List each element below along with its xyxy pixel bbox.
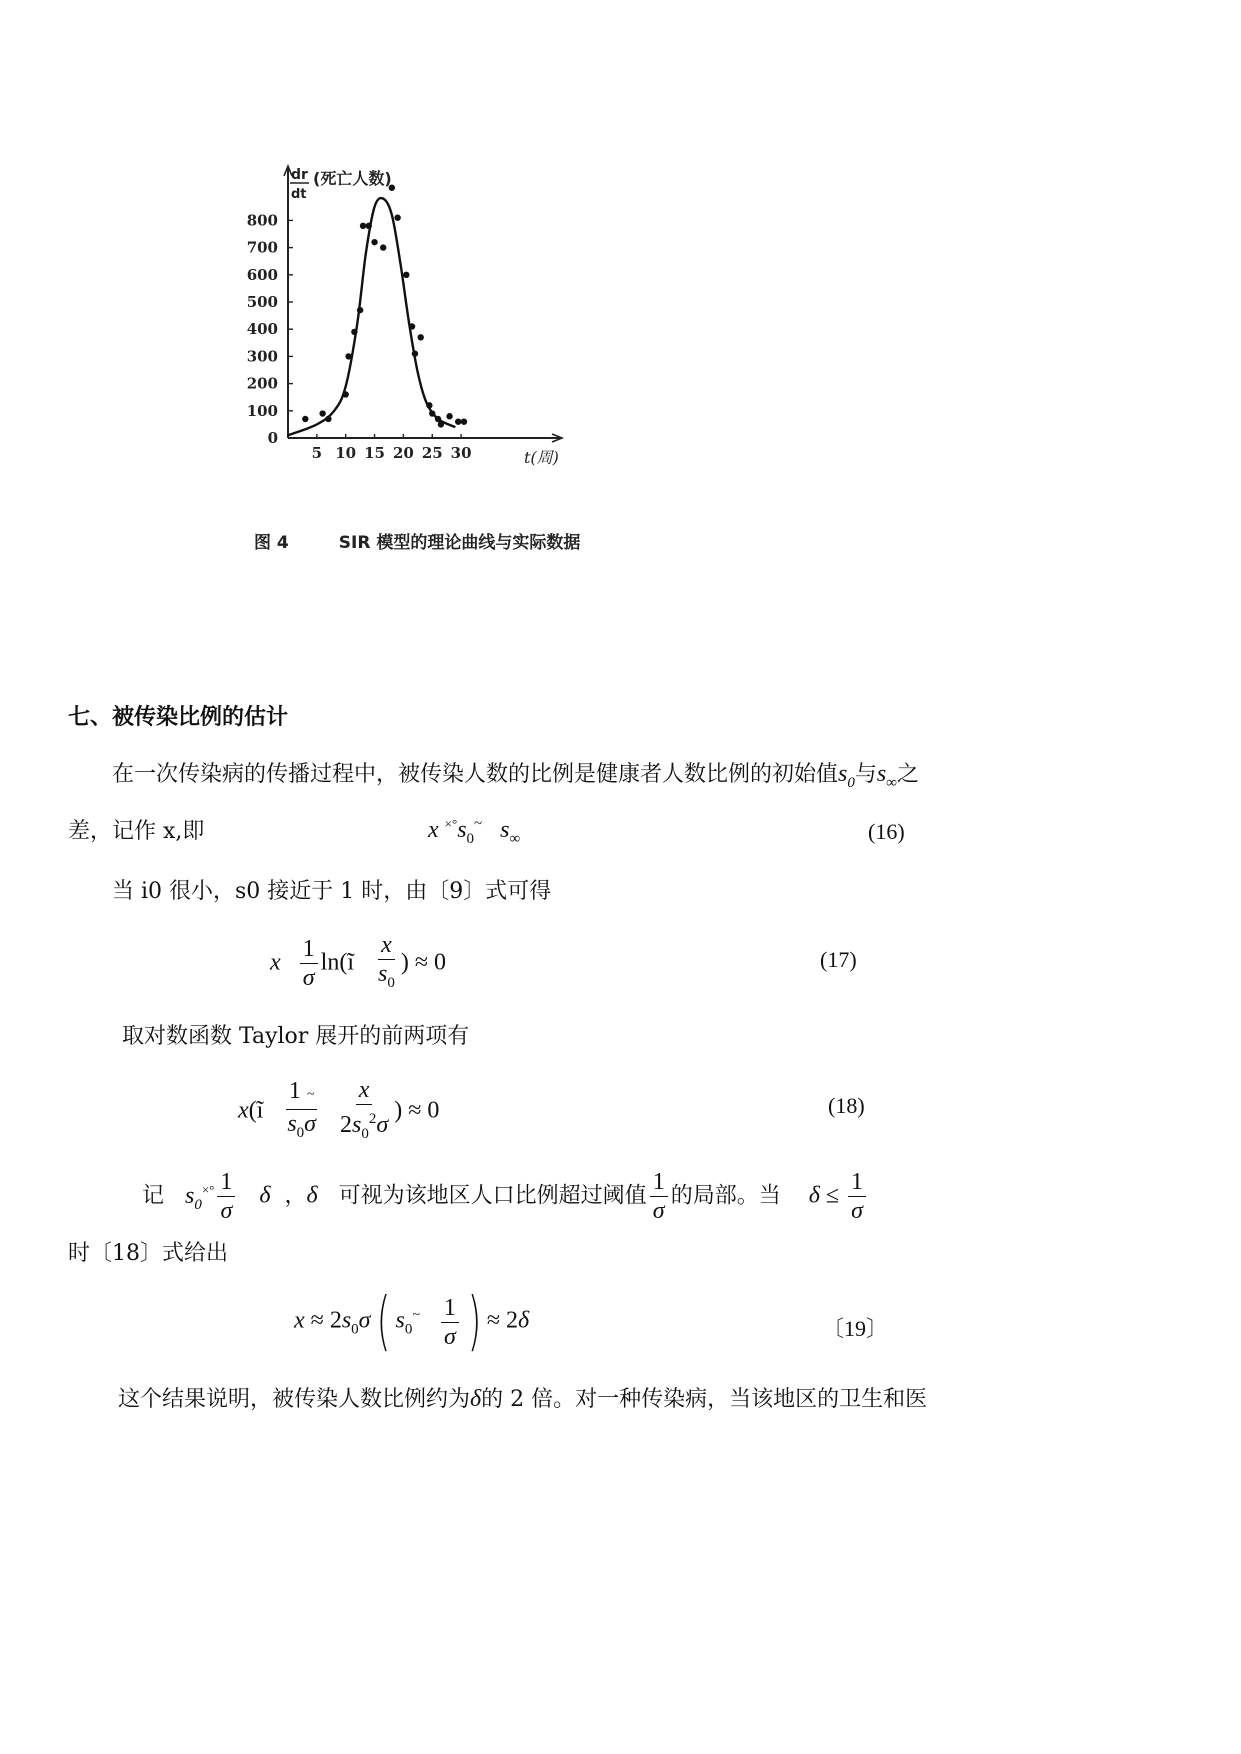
paragraph-1-text-b: 与 [854,762,877,787]
y-tick-label: 700 [246,238,278,257]
data-point [438,421,444,427]
fraction-one-over-sigma: $\frac{1}{\sigma}$ [217,1168,235,1225]
paragraph-2: 当 i0 很小，s0 接近于 1 时，由〔9〕式可得 [112,879,552,904]
equation-19-number: 〔19〕 [822,1316,889,1341]
paragraph-4-text-c: 可视为该地区人口比例超过阈值 [338,1183,647,1209]
x-tick-label: 20 [392,444,414,462]
paragraph-5-text-b: 的 2 倍。对一种传染病，当该地区的卫生和医 [481,1387,928,1412]
paragraph-1-line-1 [112,760,919,797]
data-point [371,239,377,245]
data-point [319,410,325,416]
data-points-layer [302,185,467,428]
data-point [357,307,363,313]
data-point [360,223,366,229]
paragraph-4-text-d: 的局部。当 [670,1183,781,1209]
data-point [302,416,308,422]
symbol-s0: $s_0$ [838,761,855,791]
x-tick-label: 30 [450,444,472,462]
paragraph-4-text-b: ， [284,1183,307,1209]
chart-labels-layer [290,167,559,467]
y-axis-label-text: (死亡人数) [313,169,392,188]
data-point [435,416,441,422]
equation-19: $x \approx 2s_0\sigma$( $s_0^\sim$ $\frac{1}{\sigma}$ ) ≈ 2δ [294,1285,530,1359]
x-axis-label: t(周) [524,448,559,467]
x-tick-label: 5 [311,444,323,462]
data-point [343,391,349,397]
symbol-s-infinity: $s_\infty$ [876,761,897,791]
data-point [403,272,409,278]
y-tick-label: 500 [246,293,278,311]
y-tick-label: 300 [246,347,278,366]
equation-16-number: (16) [868,819,905,844]
figure-number: 图 4 [254,533,289,553]
paragraph-1-text-c: 之 [896,762,919,787]
chart-axes [284,166,562,442]
y-tick-label: 100 [246,401,278,420]
data-point [412,350,418,356]
x-tick-label: 25 [421,444,443,462]
sir-chart [246,160,620,520]
theory-curve-layer [288,198,455,435]
data-point [446,413,452,419]
y-tick-label: 400 [246,320,278,339]
x-tick-label: 15 [364,444,385,462]
paragraph-3: 取对数函数 Taylor 展开的前两项有 [122,1024,470,1049]
paragraph-4-line-1: 记 $s_0^{\times^\circ}$ $\frac{1}{\sigma}$ δ ，δ 可视为该地区人口比例超过阈值 $\frac{1}{\sigma}$ 的局部。当 δ ≤ $\frac{1}{\sigma}$ [142,1168,869,1225]
data-point [351,329,357,335]
data-point [409,323,415,329]
y-tick-label: 600 [246,265,278,284]
figure [246,160,620,553]
data-point [394,214,400,220]
theory-curve [288,198,455,435]
y-tick-label: 800 [246,211,278,230]
figure-caption [254,528,580,553]
paragraph-4-text-a: 记 [142,1183,165,1209]
data-point [455,418,461,424]
section-heading: 七、被传染比例的估计 [68,704,289,730]
data-point [418,334,424,340]
data-point [426,402,432,408]
equation-17: x $\frac{1}{\sigma}$ ln(ĩ $\frac{x}{s_0}$ ) ≈ 0 [270,932,446,992]
paragraph-5: 这个结果说明，被传染人数比例约为δ的 2 倍。对一种传染病，当该地区的卫生和医 [118,1386,928,1412]
paragraph-5-text-a: 这个结果说明，被传染人数比例约为 [118,1387,471,1412]
equation-17-number: (17) [820,947,857,972]
figure-caption-text: SIR 模型的理论曲线与实际数据 [338,533,581,553]
symbol-s0-def: $s_0$ [185,1182,202,1213]
y-axis-label-num: dr [291,167,308,183]
equation-16: x $^{\times^\circ}s_0^\sim$ $s_\infty$ [428,816,521,847]
data-point [345,353,351,359]
data-point [429,410,435,416]
y-tick-label: 0 [267,429,278,447]
paragraph-4-line-2: 时〔18〕式给出 [68,1241,228,1266]
paragraph-1-line-2: 差，记作 x,即 [68,819,205,844]
y-axis-label-den: dt [291,187,307,202]
y-tick-label: 200 [246,374,278,393]
data-point [325,416,331,422]
paragraph-1-text-a: 在一次传染病的传播过程中，被传染人数的比例是健康者人数比例的初始值 [112,762,839,787]
equation-18: x(ĩ $\frac{1 \sim}{s_0\sigma}$ $\frac{x}{2s_0^2\sigma}$ ) ≈ 0 [238,1077,440,1142]
data-point [380,244,386,250]
data-point [366,223,372,229]
equation-18-number: (18) [828,1093,865,1118]
x-tick-label: 10 [335,444,357,462]
data-point [461,418,467,424]
